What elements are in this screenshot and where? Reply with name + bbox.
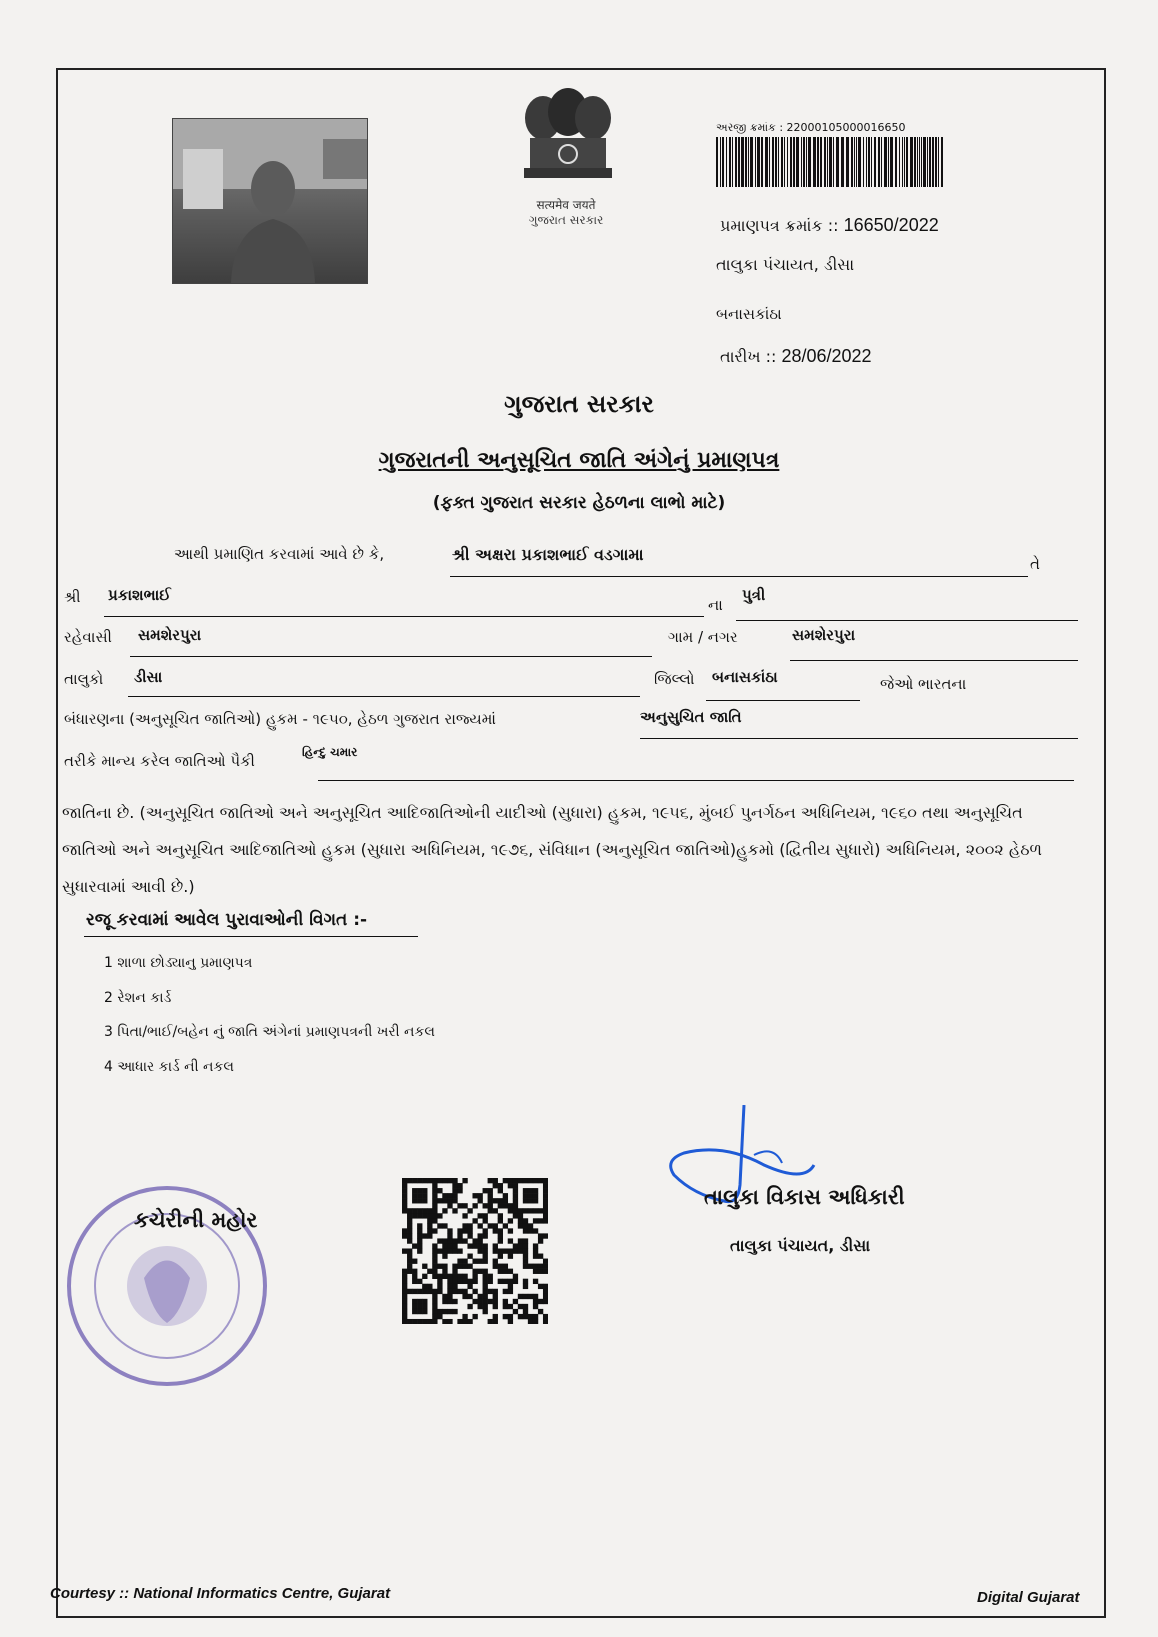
cert-no-label: પ્રમાણપત્ર ક્રમાંક ::	[720, 216, 844, 235]
district-label: જિલ્લો	[654, 670, 695, 688]
issue-date	[720, 346, 872, 367]
taluka-underline	[128, 696, 640, 697]
indian-text: જેઓ ભારતના	[880, 675, 967, 693]
emblem-caption	[496, 198, 636, 228]
resident-underline	[130, 656, 652, 657]
village-label: ગામ / નગર	[668, 628, 738, 646]
village-underline	[790, 660, 1078, 661]
officer-title: તાલુકા વિકાસ અધિકારી	[704, 1185, 905, 1209]
footer-courtesy: Courtesy :: National Informatics Centre, Gujarat	[50, 1585, 391, 1602]
name-underline	[450, 576, 1028, 577]
footer-brand: Digital Gujarat	[977, 1589, 1080, 1606]
taluka-value: ડીસા	[134, 668, 163, 686]
cert-no-value: 16650/2022	[843, 215, 939, 235]
barcode-icon	[716, 137, 946, 187]
evidence-item: 4 આધાર કાર્ડ ની નકલ	[104, 1059, 234, 1075]
district-underline	[706, 700, 860, 701]
office-seal-label: કચેરીની મહોર	[134, 1208, 258, 1232]
date-label: તારીખ ::	[720, 347, 782, 366]
taluka-label: તાલુકો	[64, 670, 104, 688]
father-underline	[104, 616, 704, 617]
village-value: સમશેરપુરા	[792, 626, 856, 644]
district-value: બનાસકાંઠા	[712, 668, 778, 686]
na-label: ના	[708, 596, 723, 614]
officer-signature-icon	[664, 1105, 964, 1235]
officer-office: તાલુકા પંચાયત, ડીસા	[730, 1236, 871, 1255]
date-value: 28/06/2022	[781, 346, 872, 366]
category-underline	[640, 738, 1078, 739]
emblem-motto: सत्यमेव जयते	[536, 198, 596, 212]
recognized-text: તરીકે માન્ય કરેલ જાતિઓ પૈકી	[64, 752, 255, 770]
application-number: અરજી ક્રમાંક : 22000105000016650	[716, 121, 906, 134]
certificate-title	[0, 448, 1158, 473]
government-title: ગુજરાત સરકાર	[504, 390, 654, 418]
caste-value: હિન્દુ ચમાર	[302, 745, 358, 759]
issuing-district: બનાસકાંઠા	[716, 305, 782, 323]
evidence-heading-underline	[84, 936, 418, 937]
evidence-item: 2 રેશન કાર્ડ	[104, 990, 172, 1006]
emblem-govt: ગુજરાત સરકાર	[528, 213, 604, 227]
issuing-office: તાલુકા પંચાયત, ડીસા	[716, 255, 855, 274]
evidence-heading: રજૂ કરવામાં આવેલ પુરાવાઓની વિગત :-	[86, 910, 368, 930]
relation-underline	[736, 620, 1078, 621]
certificate-title-text: ગુજરાતની અનુસૂચિત જાતિ અંગેનું પ્રમાણપત્ર	[378, 448, 780, 473]
caste-underline	[318, 780, 1074, 781]
resident-value: સમશેરપુરા	[138, 626, 202, 644]
relation-value: પુત્રી	[742, 586, 766, 604]
te-text: તે	[1030, 555, 1040, 573]
resident-label: રહેવાસી	[64, 628, 112, 646]
legal-paragraph: જાતિના છે. (અનુસૂચિત જાતિઓ અને અનુસૂચિત આદિજાતિઓની યાદીઓ (સુધારા) હુકમ, ૧૯૫૬, મુંબઈ પુનર્ગઠન અધિનિયમ, ૧૯૬૦ તથા અનુસૂચિત જાતિઓ અને અનુસૂચિત આદિજાતિઓ હુકમ (સુધારા અધિનિયમ, ૧૯૭૬, સંવિધાન (અનુસૂચિત જાતિઓ)હુકમો (દ્વિતીય સુધારો) અધિનિયમ, ૨૦૦૨ હેઠળ સુધારવામાં આવી છે.)	[62, 803, 1043, 896]
constitution-text: બંધારણના (અનુસૂચિત જાતિઓ) હુકમ - ૧૯૫૦, હેઠળ ગુજરાત રાજ્યમાં	[64, 710, 496, 728]
qr-code-icon	[402, 1178, 548, 1324]
evidence-item: 3 પિતા/ભાઈ/બહેન નું જાતિ અંગેનાં પ્રમાણપત્રની ખરી નકલ	[104, 1024, 435, 1040]
applicant-name: શ્રી અક્ષરા પ્રકાશભાઈ વડગામા	[452, 545, 644, 564]
intro-text: આથી પ્રમાણિત કરવામાં આવે છે કે,	[174, 545, 385, 563]
father-name: પ્રકાશભાઈ	[108, 586, 171, 604]
applicant-photo	[172, 118, 368, 284]
certificate-number	[720, 215, 939, 236]
shri-label: શ્રી	[64, 588, 81, 606]
certificate-subtitle: (ફક્ત ગુજરાત સરકાર હેઠળના લાભો માટે)	[432, 493, 726, 513]
category-value: અનુસુચિત જાતિ	[640, 708, 742, 726]
evidence-item: 1 શાળા છોડ્યાનુ પ્રમાણપત્ર	[104, 955, 253, 971]
